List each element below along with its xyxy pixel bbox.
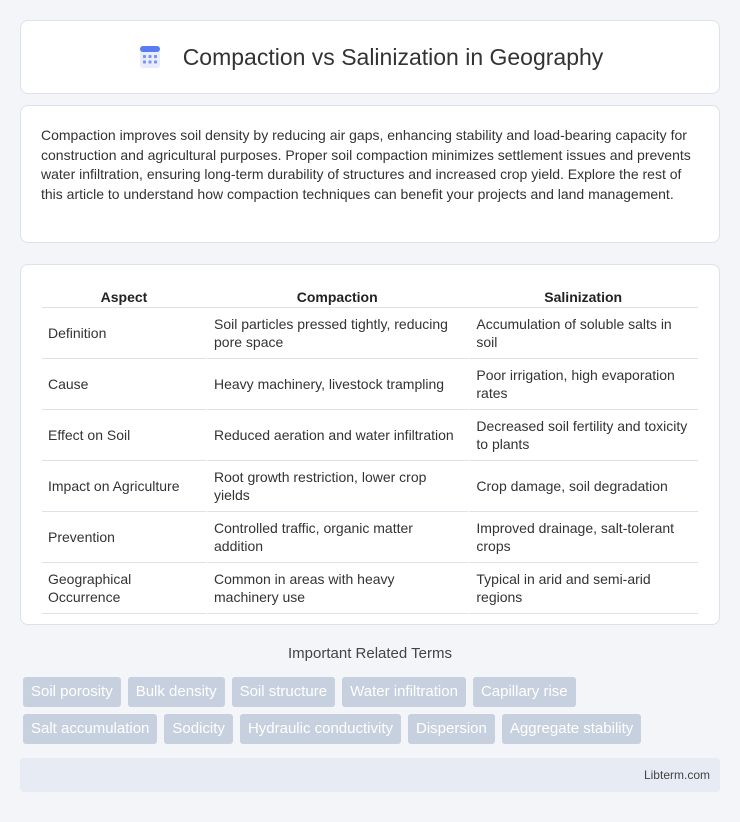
- tag-row: [23, 714, 723, 744]
- related-terms-title: Important Related Terms: [288, 645, 452, 662]
- tag-soil-structure[interactable]: Soil structure: [232, 677, 336, 707]
- related-terms: [23, 677, 723, 751]
- tag-sodicity[interactable]: Sodicity: [164, 714, 233, 744]
- tag-dispersion[interactable]: Dispersion: [408, 714, 495, 744]
- tag-capillary-rise[interactable]: Capillary rise: [473, 677, 576, 707]
- tag-salt-accumulation[interactable]: Salt accumulation: [23, 714, 157, 744]
- page-title: Compaction vs Salinization in Geography: [182, 43, 604, 70]
- cell-aspect: Cause: [42, 359, 206, 410]
- intro-paragraph: Compaction improves soil density by reducing air gaps, enhancing stability and load-bearing capacity for construction and agricultural purposes. Proper soil compaction minimizes settlement issues and prevents water infiltration, ensuring long-term durability of structures and increased crop yield. Explore the rest of this article to understand how compaction techniques can benefit your projects and land management.: [41, 127, 691, 202]
- cell-salinization: Poor irrigation, high evaporation rates: [468, 359, 698, 410]
- tag-aggregate-stability[interactable]: Aggregate stability: [502, 714, 641, 744]
- cell-salinization: Accumulation of soluble salts in soil: [468, 308, 698, 359]
- cell-aspect: Prevention: [42, 512, 206, 563]
- cell-compaction: Controlled traffic, organic matter addition: [206, 512, 468, 563]
- cell-compaction: Heavy machinery, livestock trampling: [206, 359, 468, 410]
- document-grid-icon: [137, 44, 163, 70]
- tag-bulk-density[interactable]: Bulk density: [128, 677, 225, 707]
- table-row: [42, 461, 698, 512]
- cell-compaction: Root growth restriction, lower crop yields: [206, 461, 468, 512]
- footer-brand-link[interactable]: Libterm.com: [643, 768, 710, 782]
- cell-compaction: Common in areas with heavy machinery use: [206, 563, 468, 614]
- cell-compaction: Reduced aeration and water infiltration: [206, 410, 468, 461]
- intro-card: [20, 105, 720, 243]
- footer: [20, 758, 720, 792]
- table-row: [42, 308, 698, 359]
- cell-salinization: Crop damage, soil degradation: [468, 461, 698, 512]
- tag-row: [23, 677, 723, 707]
- table-row: [42, 359, 698, 410]
- header-card: [20, 20, 720, 94]
- column-header-salinization: Salinization: [468, 283, 698, 308]
- cell-salinization: Improved drainage, salt-tolerant crops: [468, 512, 698, 563]
- table-row: [42, 512, 698, 563]
- table-row: [42, 563, 698, 614]
- tag-hydraulic-conductivity[interactable]: Hydraulic conductivity: [240, 714, 401, 744]
- table-header-row: [42, 283, 698, 308]
- cell-aspect: Effect on Soil: [42, 410, 206, 461]
- cell-compaction: Soil particles pressed tightly, reducing pore space: [206, 308, 468, 359]
- tag-soil-porosity[interactable]: Soil porosity: [23, 677, 121, 707]
- comparison-table-card: [20, 264, 720, 625]
- column-header-aspect: Aspect: [42, 283, 206, 308]
- column-header-compaction: Compaction: [206, 283, 468, 308]
- tag-water-infiltration[interactable]: Water infiltration: [342, 677, 466, 707]
- cell-aspect: Geographical Occurrence: [42, 563, 206, 614]
- cell-salinization: Decreased soil fertility and toxicity to plants: [468, 410, 698, 461]
- cell-aspect: Impact on Agriculture: [42, 461, 206, 512]
- cell-aspect: Definition: [42, 308, 206, 359]
- table-row: [42, 410, 698, 461]
- cell-salinization: Typical in arid and semi-arid regions: [468, 563, 698, 614]
- comparison-table: [42, 283, 698, 614]
